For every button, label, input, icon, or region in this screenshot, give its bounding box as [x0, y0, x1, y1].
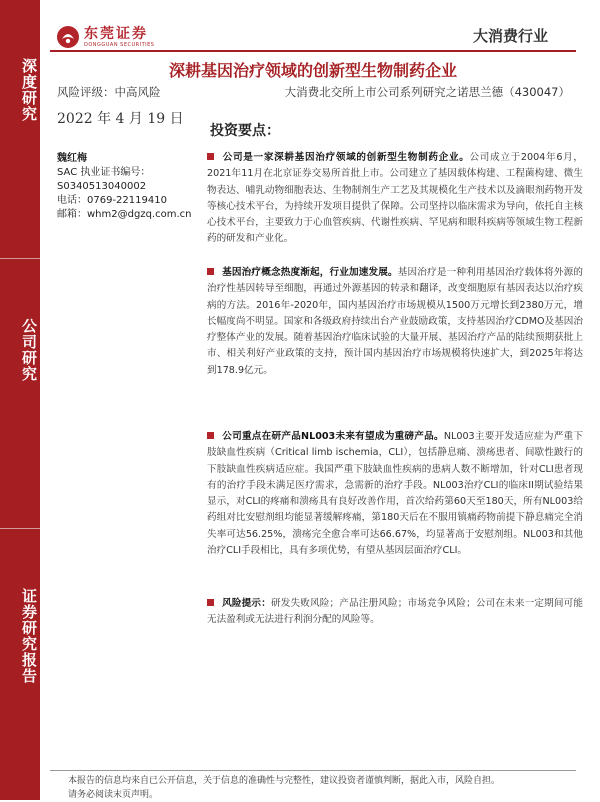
disclaimer-line: 请务必阅读末页声明。 [68, 790, 159, 800]
risk-rating: 风险评级：中高风险 [57, 85, 161, 99]
highlight-item [207, 265, 583, 379]
sidebar-divider [0, 258, 40, 259]
highlight-text: 公司成立于2004年6月，2021年11月在北京证券交易所首批上市。公司建立了基因载体构建、工程菌构建、微生物表达、哺乳动物细胞表达、生物制剂生产工艺及其规模化生产技术以及滴眼剂药物开发等核心技术平台，为持续开发项目提供了保障。公司坚持以临床需求为导向，依托自主核心技术平台，主要致力于心血管疾病、代谢性疾病、罕见病和眼科疾病等领域生物工程新药的研发和产业化。 [207, 152, 583, 245]
disclaimer-line: 本报告的信息均来自已公开信息，关于信息的准确性与完整性，建议投资者谨慎判断，据此入市，风险自担。 [68, 776, 501, 786]
highlight-item [207, 429, 583, 559]
bullet-icon [207, 268, 214, 275]
footer-divider [50, 770, 576, 771]
highlight-item [207, 596, 583, 629]
industry-label: 大消费行业 [472, 27, 548, 45]
logo-name-en: DONGGUAN SECURITIES [84, 41, 155, 48]
analyst-cert-label: SAC 执业证书编号： [57, 167, 151, 178]
report-title: 深耕基因治疗领域的创新型生物制药企业 [168, 61, 457, 80]
bullet-icon [207, 599, 214, 606]
header-divider [50, 50, 576, 52]
analyst-phone: 电话：0769-22119410 [57, 195, 167, 206]
highlight-item [207, 150, 583, 248]
highlight-lead: 风险提示： [222, 598, 271, 609]
report-date: 2022 年 4 月 19 日 [57, 111, 184, 127]
analyst-cert-number: S0340513040002 [57, 181, 147, 192]
highlight-text: 研发失败风险；产品注册风险；市场竞争风险；公司在未来一定期间可能无法盈利或无法进行利润分配的风险等。 [207, 598, 584, 626]
logo-name-cn: 东莞证券 [84, 25, 148, 42]
highlight-text: 基因治疗是一种利用基因治疗载体将外源的治疗性基因转导至细胞，再通过外源基因的转录和翻译，改变细胞原有基因表达以治疗疾病的方法。2016年-2020年，国内基因治疗市场规模从1500万元增长到2380万元，增长幅度尚不明显。国家和各级政府持续出台产业鼓励政策，支持基因治疗CDMO及基因治疗整体产业的发展。随着基因治疗临床试验的大量开展、基因治疗产品的陆续预期获批上市、相关利好产业政策的支持，预计国内基因治疗市场规模将快速扩大，到2025年将达到178.9亿元。 [207, 267, 584, 376]
sidebar-label-company-research: 公司研究 [20, 318, 38, 382]
highlights-heading: 投资要点： [210, 123, 280, 139]
sidebar-label-deep-research: 深度研究 [20, 58, 38, 122]
brand-logo [56, 22, 154, 52]
bullet-icon [207, 432, 214, 439]
sidebar-divider [0, 528, 40, 529]
analyst-info [57, 152, 191, 222]
report-series: 大消费北交所上市公司系列研究之诺思兰德（430047） [284, 85, 570, 99]
highlight-text: NL003主要开发适应症为严重下肢缺血性疾病（Critical limb ischemia，CLI），包括静息痛、溃疡患者、间歇性跛行的下肢缺血性疾病适应症。我国严重下肢缺血性疾病的患病人数不断增加，针对CLI患者现有的治疗手段未满足医疗需求，急需新的治疗手段。NL003治疗CLI的临床II期试验结果显示，对CLI的疼痛和溃疡具有良好改善作用，首次给药第60天至180天，所有NL003给药组对比安慰剂组均能显著缓解疼痛，第180天后在不服用镇痛药物前提下静息痛完全消失率可达56.25%，溃疡完全愈合率可达66.67%，均显著高于安慰剂组。NL003和其他治疗CLI手段相比，具有多项优势，有望从基因层面治疗CLI。 [207, 431, 583, 557]
highlight-lead: 基因治疗概念热度渐起，行业加速发展。 [222, 267, 398, 278]
analyst-email[interactable]: 邮箱：whm2@dgzq.com.cn [57, 209, 192, 220]
analyst-name: 魏红梅 [57, 153, 87, 164]
disclaimer [68, 774, 568, 802]
logo-emblem-icon [56, 25, 80, 49]
sidebar-label-securities-report: 证券研究报告 [20, 588, 38, 684]
highlight-lead: 公司重点在研产品NL003未来有望成为重磅产品。 [222, 431, 444, 442]
sidebar [0, 0, 40, 800]
bullet-icon [207, 153, 214, 160]
highlight-lead: 公司是一家深耕基因治疗领域的创新型生物制药企业。 [222, 152, 470, 163]
